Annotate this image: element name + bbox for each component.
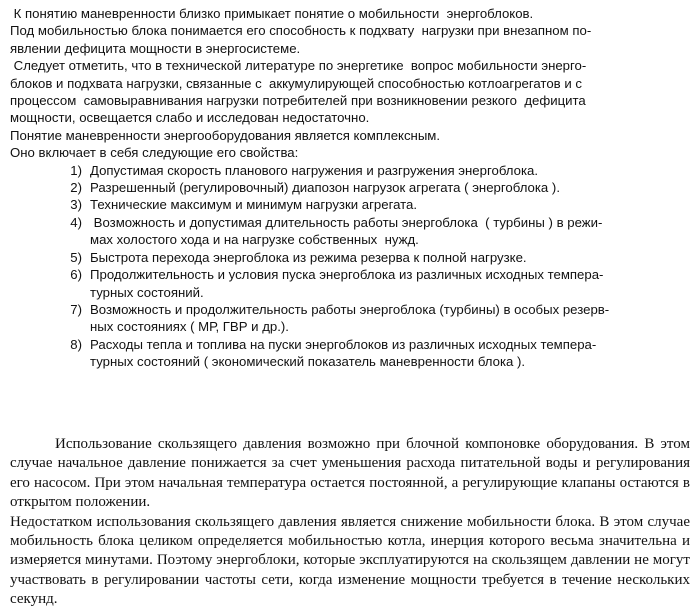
list-item-text: Продолжительность и условия пуска энергоблока из различных исходных темпера- турных состояний. <box>90 267 604 300</box>
list-item-text: Быстрота перехода энергоблока из режима резерва к полной нагрузке. <box>90 249 527 265</box>
paragraph-sliding-pressure: Использование скользящего давления возможно при блочной компоновке оборудования. В этом случае начальное давление понижается за счет уменьшения расхода питательной воды и регулирования его насосом. При этом начальная температура остается постоянной, а регулирующие клапаны остаются в открытом положении. <box>10 436 694 511</box>
list-item-number: 3) <box>70 197 82 213</box>
paragraph-properties-lead: Оно включает в себя следующие его свойства: <box>10 145 299 161</box>
list-item-number: 5) <box>70 249 82 265</box>
list-item-number: 8) <box>70 336 82 352</box>
list-item-text: Технические максимум и минимум нагрузки агрегата. <box>90 197 418 213</box>
list-item-text: Расходы тепла и топлива на пуски энергоблоков из различных исходных темпера- турных состояний ( экономический показатель маневренности блока ). <box>90 336 597 370</box>
paragraph-intro: К понятию маневренности близко примыкает понятие о мобильности энергоблоков. <box>10 6 534 21</box>
list-item <box>10 162 690 179</box>
paragraph-sliding-pressure-drawback: Недостатком использования скользящего давления является снижение мобильности блока. В этом случае мобильность блока целиком определяется мобильностью котла, инерция которого весьма значительна и измеряется минутами. Поэтому энергоблоки, которые эксплуатируются на скользящем давлении не могут участвовать в регулировании частоты сети, когда изменение мощности требуется в течение нескольких секунд. <box>10 513 694 608</box>
paragraph-complex-concept: Понятие маневренности энергооборудования является комплексным. <box>10 127 441 143</box>
properties-list <box>10 162 690 371</box>
list-item-number: 6) <box>70 267 82 283</box>
list-item <box>10 196 690 213</box>
paragraph-literature-note: Следует отметить, что в технической литературе по энергетике вопрос мобильности энерго- блоков и подхвата нагрузки, связанные с аккумулирующей способностью котлоагрегатов и с процессом самовыравнивания нагрузки потребителей при возникновении резкого дефицита мощности, освещается слабо и исследован недостаточно. <box>10 58 587 126</box>
list-item-number: 2) <box>70 180 82 196</box>
list-item-text: Возможность и продолжительность работы энергоблока (турбины) в особых резерв- ных состояниях ( МР, ГВР и др.). <box>90 301 610 335</box>
sliding-pressure-section <box>10 435 694 610</box>
list-item <box>10 301 690 336</box>
list-item-number: 4) <box>70 214 82 230</box>
list-item <box>10 179 690 196</box>
list-item-text: Разрешенный (регулировочный) диапозон нагрузок агрегата ( энергоблока ). <box>90 180 560 196</box>
list-item-text: Возможность и допустимая длительность работы энергоблока ( турбины ) в режи- мах холостого хода и на нагрузке собственных нужд. <box>90 214 603 248</box>
mobility-section <box>10 5 690 371</box>
list-item-number: 1) <box>70 162 82 178</box>
list-item <box>10 336 690 371</box>
list-item <box>10 266 690 301</box>
paragraph-definition: Под мобильностью блока понимается его способность к подхвату нагрузки при внезапном по- явлении дефицита мощности в энергосистеме. <box>10 23 592 56</box>
list-item-text: Допустимая скорость планового нагружения и разгружения энергоблока. <box>90 162 539 178</box>
list-item-number: 7) <box>70 301 82 317</box>
list-item <box>10 214 690 249</box>
list-item <box>10 249 690 266</box>
